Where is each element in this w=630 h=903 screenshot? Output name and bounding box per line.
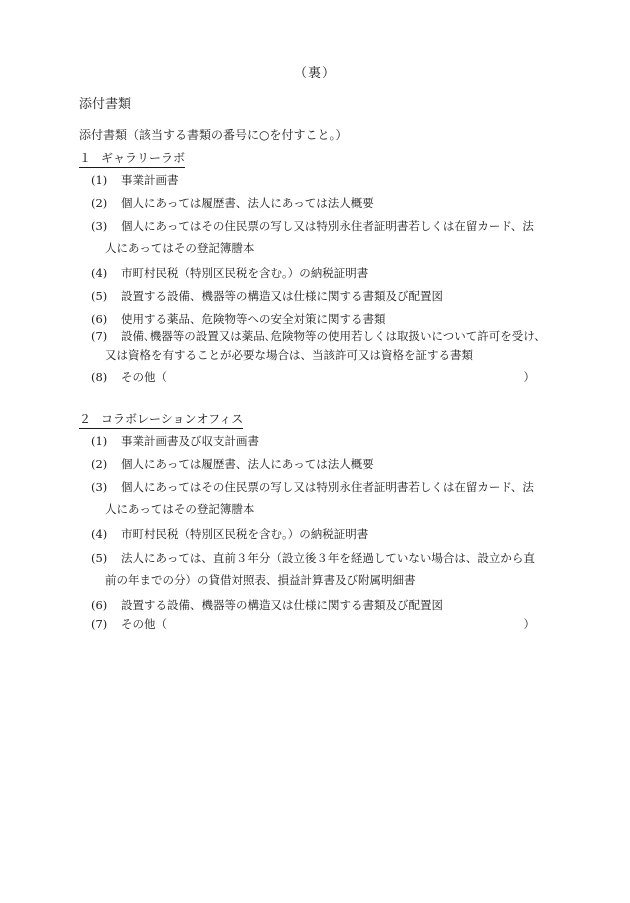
item-text-continued: 又は資格を有することが必要な場合は、当該許可又は資格を証する書類 <box>105 348 473 362</box>
item-text: 市町村民税（特別区民税を含む。）の納税証明書 <box>121 527 369 541</box>
list-item <box>91 285 569 307</box>
section-title-text: コラボレーションオフィス <box>101 412 244 426</box>
section-title-text: ギャラリーラボ <box>101 151 186 165</box>
intro-text: 添付書類（該当する書類の番号に○を付すこと。） <box>79 128 348 142</box>
list-item <box>91 327 569 365</box>
item-number: (7) <box>91 329 108 343</box>
item-text-continued: 人にあってはその登記簿謄本 <box>105 241 255 255</box>
item-number: (7) <box>91 617 108 631</box>
item-text: 設置する設備、機器等の構造又は仕様に関する書類及び配置図 <box>121 289 443 303</box>
section-number: １ <box>79 151 92 165</box>
item-text: 事業計画書及び収支計画書 <box>121 434 259 448</box>
item-text: その他（ <box>121 370 167 384</box>
section-title <box>79 149 185 168</box>
item-number: (6) <box>91 598 108 612</box>
list-item <box>91 453 569 475</box>
item-text: 個人にあっては履歴書、法人にあっては法人概要 <box>121 457 374 471</box>
item-number: (1) <box>91 434 108 448</box>
item-text: 市町村民税（特別区民税を含む。）の納税証明書 <box>121 266 369 280</box>
item-number: (5) <box>91 551 108 565</box>
item-text: 設置する設備、機器等の構造又は仕様に関する書類及び配置図 <box>121 598 443 612</box>
section-title <box>79 410 243 429</box>
list-item <box>91 547 569 591</box>
item-close-paren: ） <box>523 617 535 631</box>
item-number: (8) <box>91 370 108 384</box>
item-close-paren: ） <box>523 370 535 384</box>
item-text: その他（ <box>121 617 167 631</box>
item-text: 個人にあってはその住民票の写し又は特別永住者証明書若しくは在留カード、法 <box>121 480 534 494</box>
side-label: （裏） <box>293 66 336 81</box>
item-number: (2) <box>91 196 108 210</box>
item-text: 個人にあってはその住民票の写し又は特別永住者証明書若しくは在留カード、法 <box>121 219 534 233</box>
item-number: (5) <box>91 289 108 303</box>
item-text: 法人にあっては、直前３年分（設立後３年を経過していない場合は、設立から直 <box>121 551 535 565</box>
item-text: 設備､機器等の設置又は薬品､危険物等の使用若しくは取扱いについて許可を受け、 <box>121 329 546 343</box>
item-text: 事業計画書 <box>121 173 179 187</box>
item-number: (3) <box>91 480 108 494</box>
list-item <box>91 430 569 452</box>
item-number: (1) <box>91 173 108 187</box>
list-item <box>91 476 569 520</box>
list-item <box>91 613 569 635</box>
list-item <box>91 215 569 259</box>
list-item <box>91 523 569 545</box>
item-number: (3) <box>91 219 108 233</box>
section-number: ２ <box>79 412 92 426</box>
list-item <box>91 366 569 388</box>
list-item <box>91 169 569 191</box>
page-heading: 添付書類 <box>79 97 132 112</box>
list-item <box>91 262 569 284</box>
item-number: (4) <box>91 266 108 280</box>
item-number: (4) <box>91 527 108 541</box>
section-collaboration-office <box>79 408 569 631</box>
item-text-continued: 人にあってはその登記簿謄本 <box>105 502 255 516</box>
item-text: 個人にあっては履歴書、法人にあっては法人概要 <box>121 196 374 210</box>
item-text-continued: 前の年までの分）の貸借対照表、損益計算書及び附属明細書 <box>105 573 416 587</box>
section-gallery-lab <box>79 147 569 384</box>
item-number: (6) <box>91 312 108 326</box>
item-text: 使用する薬品、危険物等への安全対策に関する書類 <box>121 312 386 326</box>
item-number: (2) <box>91 457 108 471</box>
list-item <box>91 192 569 214</box>
